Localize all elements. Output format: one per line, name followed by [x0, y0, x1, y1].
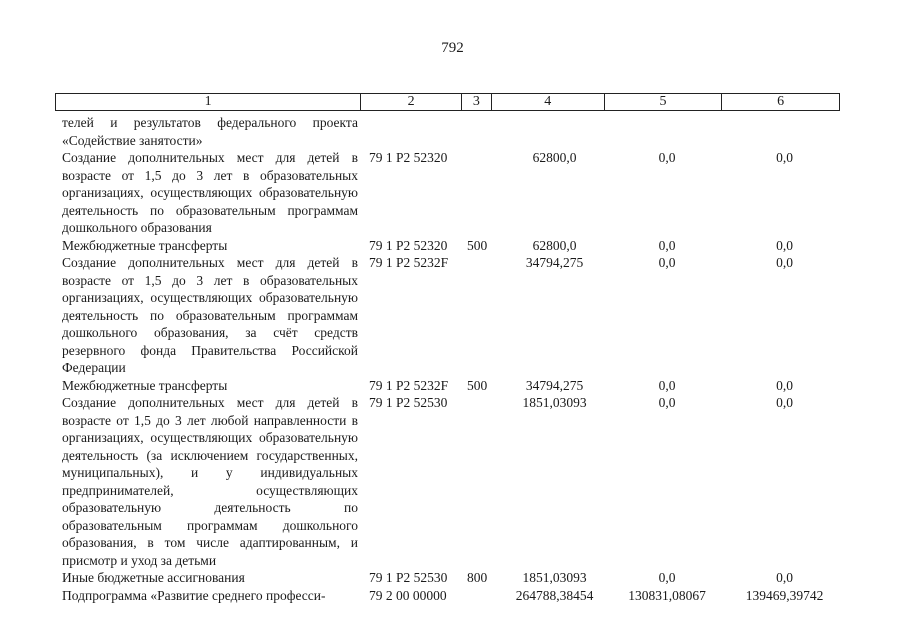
row-amount-2: 0,0	[658, 395, 676, 410]
row-amount-2: 0,0	[658, 150, 676, 165]
row-amount-1: 62800,0	[532, 150, 577, 165]
row-amount-3: 0,0	[776, 570, 793, 585]
row-amount-3: 0,0	[776, 395, 793, 410]
header-col-1: 1	[56, 94, 361, 110]
header-col-6: 6	[777, 94, 785, 109]
row-amount-2: 130831,08067	[628, 587, 706, 603]
row-amount-3: 0,0	[776, 377, 793, 393]
row-amount-3: 0,0	[776, 237, 793, 253]
row-name: Подпрограмма «Развитие среднего професси-	[62, 587, 326, 603]
header-col-2: 2	[361, 94, 462, 110]
row-code: 79 1 P2 52320	[369, 237, 448, 253]
table-row	[62, 587, 852, 605]
row-amount-2: 0,0	[658, 237, 676, 253]
table-row	[62, 569, 852, 587]
row-vr: 500	[467, 237, 488, 253]
row-name: Межбюджетные трансферты	[62, 237, 228, 253]
row-code: 79 1 P2 5232F	[369, 377, 449, 393]
row-code: 79 1 P2 5232F	[369, 255, 449, 270]
row-amount-3: 139469,39742	[745, 587, 824, 603]
row-amount-3: 0,0	[776, 255, 793, 270]
table-row	[62, 149, 852, 237]
row-vr: 800	[467, 570, 488, 585]
row-amount-1: 62800,0	[532, 237, 577, 253]
row-amount-3: 0,0	[776, 150, 793, 165]
table-header	[55, 93, 840, 111]
table-row	[62, 394, 852, 569]
row-name: Создание дополнительных мест для детей в возрасте от 1,5 до 3 лет в образовательных организациях, осуществляющих образовательную деятельность по образовательным программам дошкольного образования	[62, 150, 358, 235]
row-amount-2: 0,0	[658, 377, 676, 393]
table-row	[62, 114, 852, 149]
row-name: Иные бюджетные ассигнования	[62, 570, 245, 585]
row-vr: 500	[467, 377, 488, 393]
row-code: 79 1 P2 52530	[369, 570, 448, 585]
row-amount-1: 1851,03093	[522, 395, 587, 410]
row-amount-2: 0,0	[658, 255, 676, 270]
row-code: 79 2 00 00000	[369, 587, 447, 603]
header-col-4: 4	[492, 94, 605, 110]
row-amount-1: 264788,38454	[515, 587, 594, 603]
table-row	[62, 377, 852, 395]
row-amount-1: 1851,03093	[522, 570, 587, 585]
row-name: Межбюджетные трансферты	[62, 377, 228, 393]
row-code: 79 1 P2 52530	[369, 395, 448, 410]
row-amount-2: 0,0	[658, 570, 676, 585]
row-code: 79 1 P2 52320	[369, 150, 448, 165]
header-col-3: 3	[462, 94, 492, 110]
table-body	[62, 114, 852, 604]
row-name: Создание дополнительных мест для детей в возрасте от 1,5 до 3 лет в образовательных организациях, осуществляющих образовательную деятельность по образовательным программам дошкольного образования, за счёт средств резервного фонда Правительства Российской Федерации	[62, 255, 358, 375]
row-amount-1: 34794,275	[525, 377, 584, 393]
table-row	[62, 254, 852, 377]
row-name: Создание дополнительных мест для детей в возрасте от 1,5 до 3 лет любой направленности в организациях, осуществляющих образовательную деятельность (за исключением государственных, муниципальных), и у индивидуальных предпринимателей, осуществляющих образовательную деятельность по образовательным программам дошкольного образования, в том числе адаптированным, и присмотр и уход за детьми	[62, 395, 358, 568]
row-name: телей и результатов федерального проекта «Содействие занятости»	[62, 115, 358, 148]
page-number: 792	[441, 40, 464, 56]
header-col-5: 5	[605, 94, 723, 110]
table-row	[62, 237, 852, 255]
row-amount-1: 34794,275	[525, 255, 584, 270]
